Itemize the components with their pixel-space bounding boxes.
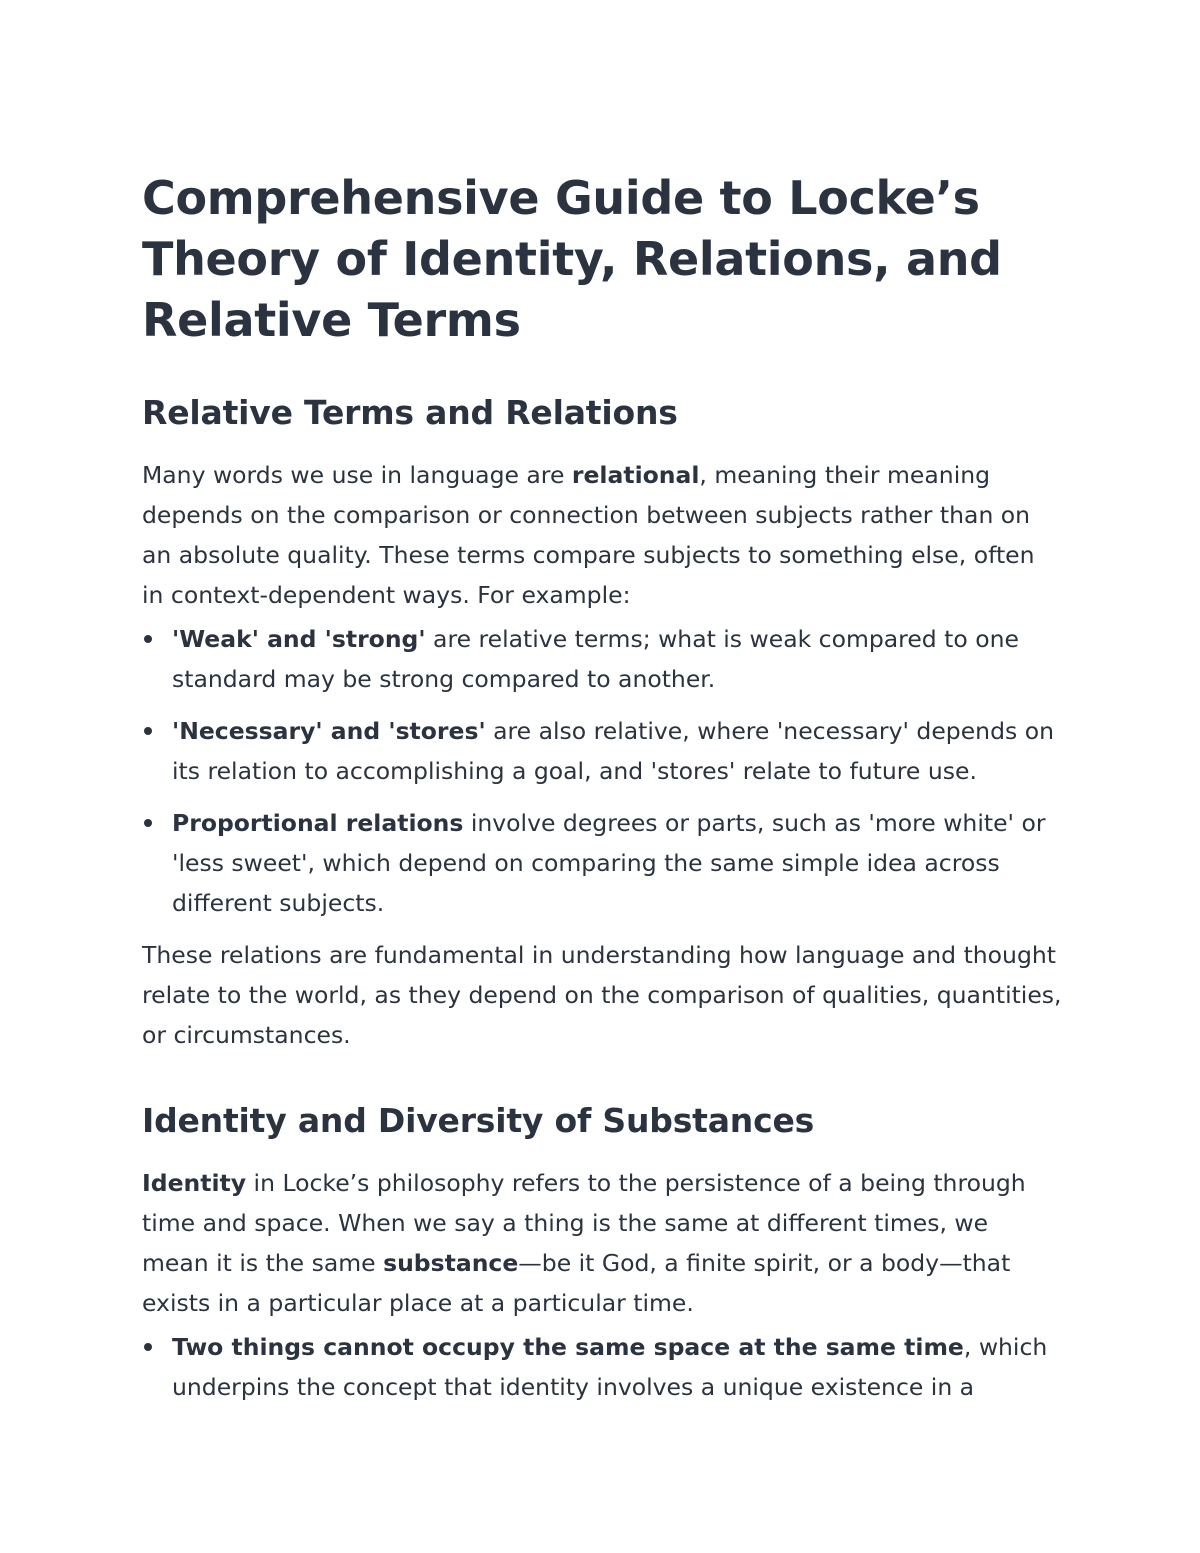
- intro-text: Many words we use in language are: [142, 461, 572, 489]
- intro-text: in Locke’s philosophy refers to the persistence of a being through time and space. When we say a thing is the same at different times, we mean it is the same: [142, 1169, 1026, 1277]
- list-item: [142, 803, 1062, 923]
- section1-closing-paragraph: These relations are fundamental in understanding how language and thought relate to the world, as they depend on the comparison of qualities, quantities, or circumstances.: [142, 941, 1062, 1049]
- list-item: [142, 619, 1062, 699]
- list-item: [142, 711, 1062, 791]
- title-line-3: Relative Terms: [142, 293, 521, 347]
- section-heading-relative-terms: Relative Terms and Relations: [142, 393, 678, 432]
- section2-bullet-list: [142, 1327, 1062, 1407]
- document-title: [142, 168, 1062, 351]
- list-item-bold: 'Necessary' and 'stores': [172, 717, 486, 745]
- bullet-dot-icon: [144, 1343, 152, 1351]
- list-item: [142, 1327, 1062, 1407]
- intro-bold-term: relational: [571, 461, 700, 489]
- bullet-dot-icon: [144, 635, 152, 643]
- intro-bold-term: substance: [383, 1249, 519, 1277]
- section-heading-identity: Identity and Diversity of Substances: [142, 1101, 815, 1140]
- section1-bullet-list: [142, 619, 1062, 923]
- title-line-2: Theory of Identity, Relations, and: [142, 232, 1002, 286]
- list-item-bold: 'Weak' and 'strong': [172, 625, 426, 653]
- list-item-text: involve degrees or parts, such as 'more white' or 'less sweet', which depend on comparing the same simple idea across different subjects.: [172, 809, 1046, 917]
- section1-intro-paragraph: [142, 455, 1062, 615]
- document-page: [142, 168, 1062, 1419]
- bullet-dot-icon: [144, 727, 152, 735]
- list-item-text: are relative terms; what is weak compared to one standard may be strong compared to another.: [172, 625, 1019, 693]
- section2-intro-paragraph: [142, 1163, 1062, 1323]
- list-item-bold: Two things cannot occupy the same space at the same time: [172, 1333, 964, 1361]
- bullet-dot-icon: [144, 819, 152, 827]
- list-item-text: , which underpins the concept that identity involves a unique existence in a: [172, 1333, 1048, 1401]
- list-item-text: are also relative, where 'necessary' depends on its relation to accomplishing a goal, and 'stores' relate to future use.: [172, 717, 1054, 785]
- title-line-1: Comprehensive Guide to Locke’s: [142, 171, 980, 225]
- intro-text: , meaning their meaning depends on the comparison or connection between subjects rather than on an absolute quality. These terms compare subjects to something else, often in context-dependent ways. For example:: [142, 461, 1035, 609]
- intro-text: —be it God, a finite spirit, or a body—that exists in a particular place at a particular time.: [142, 1249, 1011, 1317]
- intro-bold-term: Identity: [142, 1169, 247, 1197]
- list-item-bold: Proportional relations: [172, 809, 464, 837]
